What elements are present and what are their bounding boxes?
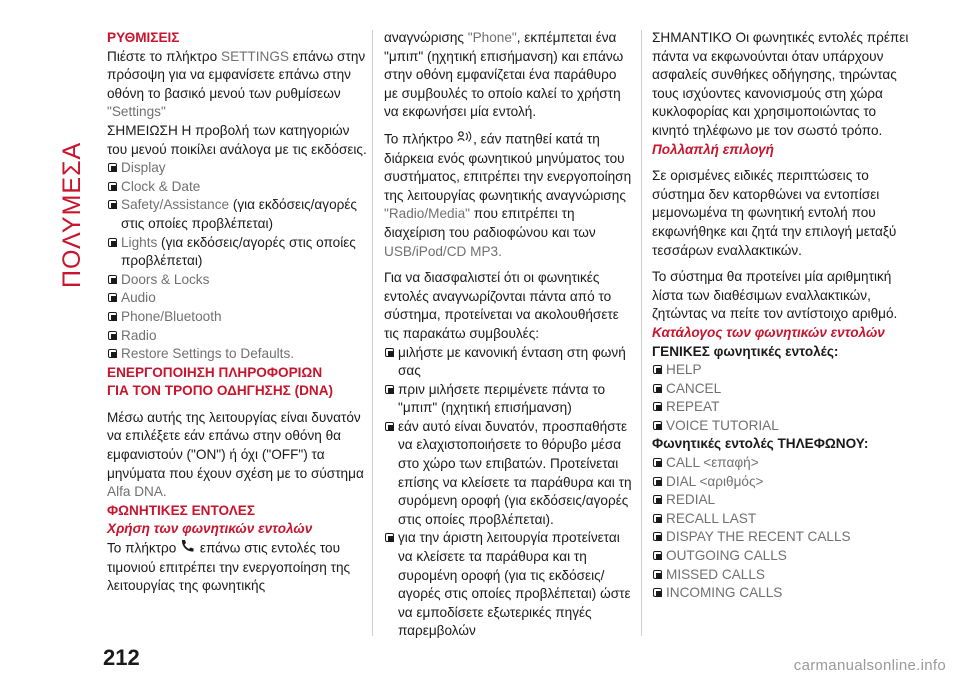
list-item: Safety/Assistance (για εκδόσεις/αγορές στις οποίες προβλέπεται): [107, 196, 367, 233]
section-sidebar-title: ΠΟΛΥΜΕΣΑ: [58, 141, 86, 288]
list-item: πριν μιλήσετε περιμένετε πάντα το "μπιπ" (ηχητική επισήμανση): [384, 381, 634, 418]
list-item: RECALL LAST: [652, 510, 914, 529]
phone-commands-heading: Φωνητικές εντολές ΤΗΛΕΦΩΝΟΥ:: [652, 436, 869, 452]
list-item: Phone/Bluetooth: [107, 308, 367, 327]
advice-list: [384, 344, 634, 642]
voice-paragraph-cont: αναγνώρισης "Phone", εκπέμπεται ένα "μπιπ" (ηχητική επισήμανση) και επάνω στην οθόνη εμφανίζεται ένα παράθυρο με συμβουλές το οποίο καλεί το χρήστη να εκφωνήσει μία εντολή.: [384, 30, 624, 120]
list-item: INCOMING CALLS: [652, 584, 914, 603]
list-item: REPEAT: [652, 398, 914, 417]
voice-key-paragraph: Το πλήκτρο , εάν πατηθεί κατά τη διάρκεια ενός φωνητικού μηνύματος του συστήματος, επιτρέπει την ενεργοποίηση της λειτουργίας φωνητικής αναγνώρισης "Radio/Media" που επιτρέπει τη διαχείριση του ραδιοφώνου και των USB/iPod/CD MP3.: [384, 131, 632, 259]
general-commands-heading: ΓΕΝΙΚΕΣ φωνητικές εντολές:: [652, 343, 839, 359]
column-divider-1: [372, 30, 373, 636]
phone-icon: [180, 539, 196, 559]
advice-intro: Για να διασφαλιστεί ότι οι φωνητικές εντολές αναγνωρίζονται πάντα από το σύστημα, προτείνεται να ακολουθήσετε τις παρακάτω συμβουλές:: [384, 270, 619, 341]
important-note: ΣΗΜΑΝΤΙΚΟ Οι φωνητικές εντολές πρέπει πάντα να εκφωνούνται όταν υπάρχουν ασφαλείς συνθήκες οδήγησης, τηρώντας τους ισχύοντες κανονισμούς στη χώρα κυκλοφορίας και χρησιμοποιώντας το κινητό τηλέφωνο με τον σωστό τρόπο.: [652, 30, 909, 138]
list-item: Doors & Locks: [107, 271, 367, 290]
general-commands-list: [652, 361, 914, 435]
list-item: CANCEL: [652, 380, 914, 399]
phone-commands-list: [652, 454, 914, 603]
list-item: CALL <επαφή>: [652, 454, 914, 473]
column-2: [384, 29, 634, 641]
multiple-choice-paragraph-2: Το σύστημα θα προτείνει μία αριθμητική λίστα των διαθέσιμων εναλλακτικών, ζητώντας να πείτε τον αντίστοιχο αριθμό.: [652, 269, 898, 322]
column-3: [652, 29, 914, 603]
page-number: 212: [103, 645, 140, 670]
list-item: Audio: [107, 289, 367, 308]
list-item: εάν αυτό είναι δυνατόν, προσπαθήστε να ελαχιστοποιήσετε το θόρυβο μέσα στο χώρο των επιβατών. Προτείνεται επίσης να κλείσετε τα παράθυρα και τη συρόμενη οροφή (για εκδόσεις/αγορές στις οποίες προβλέπεται).: [384, 418, 634, 530]
list-item: Lights (για εκδόσεις/αγορές στις οποίες προβλέπεται): [107, 234, 367, 271]
voice-commands-heading: ΦΩΝΗΤΙΚΕΣ ΕΝΤΟΛΕΣ: [107, 502, 256, 518]
list-item: Radio: [107, 327, 367, 346]
dna-paragraph: Μέσω αυτής της λειτουργίας είναι δυνατόν να επιλέξετε εάν επάνω στην οθόνη θα εμφανιστούν ("ON") ή όχι ("OFF") τα μηνύματα που έχουν σχέση με το σύστημα Alfa DNA.: [107, 409, 364, 500]
settings-menu-list: [107, 159, 367, 364]
list-item: DISPAY THE RECENT CALLS: [652, 528, 914, 547]
footer-watermark: carmanualsonline.info: [793, 657, 946, 674]
list-item: OUTGOING CALLS: [652, 547, 914, 566]
list-item: VOICE TUTORIAL: [652, 417, 914, 436]
settings-note: ΣΗΜΕΙΩΣΗ Η προβολή των κατηγοριών του μενού ποικίλει ανάλογα με τις εκδόσεις.: [107, 122, 367, 157]
list-item: για την άριστη λειτουργία προτείνεται να κλείσετε τα παράθυρα και τη συρομένη οροφή (για τις εκδόσεις/αγορές στις οποίες προβλέπεται) ώστε να εμποδίσετε εξωτερικές πηγές παρεμβολών: [384, 529, 634, 641]
list-item: μιλήστε με κανονική ένταση στη φωνή σας: [384, 344, 634, 381]
commands-catalog-heading: Κατάλογος των φωνητικών εντολών: [652, 324, 885, 340]
multiple-choice-paragraph-1: Σε ορισμένες ειδικές περιπτώσεις το σύστημα δεν κατορθώνει να εντοπίσει μεμονωμένα τη φωνητική εντολή που εκφωνήθηκε και ζητά την επιλογή μεταξύ τεσσάρων εναλλακτικών.: [652, 168, 897, 258]
list-item: Display: [107, 159, 367, 178]
dna-heading: ΕΝΕΡΓΟΠΟΙΗΣΗ ΠΛΗΡΟΦΟΡΙΩΝ ΓΙΑ ΤΟΝ ΤΡΟΠΟ ΟΔΗΓΗΣΗΣ (DNA): [107, 364, 334, 399]
list-item: Restore Settings to Defaults.: [107, 345, 367, 364]
list-item: DIAL <αριθμός>: [652, 473, 914, 492]
list-item: Clock & Date: [107, 178, 367, 197]
multiple-choice-heading: Πολλαπλή επιλογή: [652, 141, 774, 157]
list-item: HELP: [652, 361, 914, 380]
settings-heading: ΡΥΘΜΙΣΕΙΣ: [107, 30, 180, 45]
settings-paragraph: Πιέστε το πλήκτρο SETTINGS επάνω στην πρόσοψη για να εμφανίσετε επάνω στην οθόνη το βασικό μενού των ρυθμίσεων "Settings": [107, 48, 366, 120]
voice-commands-subheading: Χρήση των φωνητικών εντολών: [107, 521, 313, 537]
column-divider-2: [641, 30, 642, 636]
column-1: [107, 29, 367, 596]
list-item: REDIAL: [652, 491, 914, 510]
voice-recognition-icon: [457, 130, 473, 150]
voice-paragraph: Το πλήκτρο επάνω στις εντολές του τιμονιού επιτρέπει την ενεργοποίηση της λειτουργίας της φωνητικής: [107, 540, 351, 594]
list-item: MISSED CALLS: [652, 566, 914, 585]
